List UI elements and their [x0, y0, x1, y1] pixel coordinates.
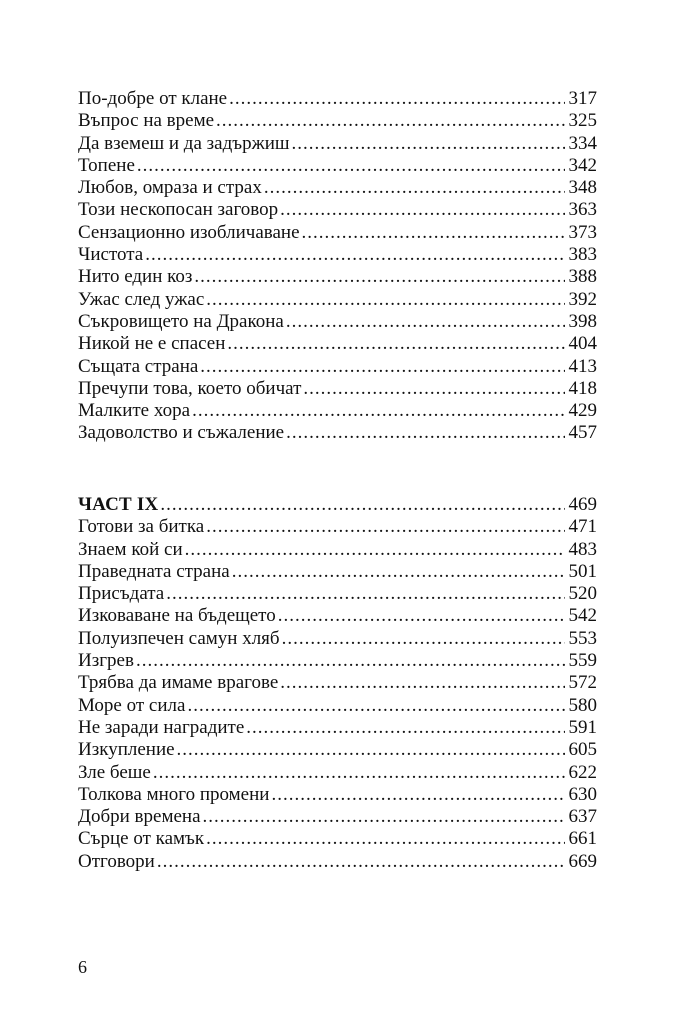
dot-leader: [278, 605, 565, 627]
toc-entry: [78, 672, 597, 694]
dot-leader: [206, 828, 564, 850]
toc-entry: [78, 717, 597, 739]
page-reference: 457: [568, 422, 597, 444]
dot-leader: [145, 244, 564, 266]
chapter-title: Изкупление: [78, 739, 175, 761]
page-reference: 325: [568, 110, 597, 132]
toc-entry: [78, 289, 597, 311]
table-of-contents-section-2: [78, 494, 597, 873]
dot-leader: [286, 311, 565, 333]
toc-entry: [78, 311, 597, 333]
toc-entry: [78, 199, 597, 221]
page-reference: 661: [568, 828, 597, 850]
toc-entry: [78, 762, 597, 784]
page-reference: 630: [568, 783, 597, 805]
toc-entry: [78, 378, 597, 400]
page-reference: 553: [568, 627, 597, 649]
page-reference: 605: [568, 739, 597, 761]
page-reference: 348: [568, 177, 597, 199]
dot-leader: [232, 561, 565, 583]
page-reference: 383: [568, 244, 597, 266]
page-number: 6: [78, 957, 87, 977]
toc-entry: [78, 851, 597, 873]
toc-entry: [78, 222, 597, 244]
chapter-title: Въпрос на време: [78, 110, 215, 132]
dot-leader: [157, 851, 565, 873]
chapter-title: Зле беше: [78, 761, 151, 783]
chapter-title: Сензационно изобличаване: [78, 221, 300, 243]
chapter-title: Същата страна: [78, 355, 199, 377]
chapter-title: Любов, омраза и страх: [78, 177, 262, 199]
toc-entry: [78, 177, 597, 199]
dot-leader: [192, 400, 564, 422]
page-reference: 404: [568, 333, 597, 355]
page-reference: 342: [568, 154, 597, 176]
chapter-title: Чистота: [78, 244, 144, 266]
toc-entry: [78, 539, 597, 561]
toc-entry: [78, 155, 597, 177]
dot-leader: [246, 717, 564, 739]
chapter-title: Море от сила: [78, 694, 186, 716]
chapter-title: Задоволство и съжаление: [78, 422, 285, 444]
chapter-title: Полуизпечен самун хляб: [78, 627, 280, 649]
chapter-title: Никой не е спасен: [78, 333, 226, 355]
toc-part-heading: [78, 494, 597, 516]
page-reference: 637: [568, 806, 597, 828]
dot-leader: [200, 356, 564, 378]
page-reference: 542: [568, 605, 597, 627]
toc-entry: [78, 266, 597, 288]
page-reference: 471: [568, 516, 597, 538]
page-reference: 469: [568, 494, 597, 515]
toc-entry: [78, 806, 597, 828]
chapter-title: Трябва да имаме врагове: [78, 672, 279, 694]
page-reference: 501: [568, 560, 597, 582]
chapter-title: Готови за битка: [78, 516, 205, 538]
dot-leader: [166, 583, 564, 605]
dot-leader: [271, 784, 564, 806]
page-reference: 559: [568, 650, 597, 672]
page-reference: 572: [568, 672, 597, 694]
chapter-title: Нито един коз: [78, 266, 193, 288]
page-reference: 622: [568, 761, 597, 783]
page-reference: 373: [568, 221, 597, 243]
dot-leader: [282, 628, 565, 650]
chapter-title: Да вземеш и да задържиш: [78, 132, 290, 154]
dot-leader: [292, 133, 565, 155]
chapter-title: Не заради наградите: [78, 716, 245, 738]
toc-entry: [78, 628, 597, 650]
chapter-title: Ужас след ужас: [78, 288, 205, 310]
chapter-title: Пречупи това, което обичат: [78, 377, 302, 399]
page-reference: 483: [568, 538, 597, 560]
page-reference: 429: [568, 400, 597, 422]
dot-leader: [153, 762, 565, 784]
toc-entry: [78, 583, 597, 605]
chapter-title: Добри времена: [78, 806, 201, 828]
toc-entry: [78, 561, 597, 583]
page-reference: 363: [568, 199, 597, 221]
toc-entry: [78, 422, 597, 444]
dot-leader: [303, 378, 564, 400]
dot-leader: [206, 516, 564, 538]
page-reference: 669: [568, 850, 597, 872]
toc-entry: [78, 605, 597, 627]
dot-leader: [206, 289, 564, 311]
chapter-title: Сърце от камък: [78, 828, 205, 850]
page-reference: 398: [568, 310, 597, 332]
page-reference: 392: [568, 288, 597, 310]
part-title: ЧАСТ IX: [78, 494, 159, 515]
page-reference: 418: [568, 377, 597, 399]
page-reference: 520: [568, 583, 597, 605]
toc-entry: [78, 133, 597, 155]
chapter-title: Съкровището на Дракона: [78, 310, 284, 332]
dot-leader: [137, 155, 565, 177]
chapter-title: Този нескопосан заговор: [78, 199, 279, 221]
dot-leader: [227, 333, 564, 355]
dot-leader: [286, 422, 564, 444]
page-reference: 317: [568, 88, 597, 109]
toc-entry: [78, 516, 597, 538]
toc-entry: [78, 333, 597, 355]
dot-leader: [280, 672, 564, 694]
dot-leader: [229, 88, 564, 110]
dot-leader: [160, 494, 564, 516]
toc-entry: [78, 400, 597, 422]
toc-entry: [78, 784, 597, 806]
page-reference: 591: [568, 716, 597, 738]
dot-leader: [187, 695, 564, 717]
toc-entry: [78, 828, 597, 850]
chapter-title: Толкова много промени: [78, 783, 270, 805]
toc-entry: [78, 356, 597, 378]
page-reference: 413: [568, 355, 597, 377]
toc-entry: [78, 695, 597, 717]
chapter-title: Изгрев: [78, 650, 134, 672]
dot-leader: [177, 739, 565, 761]
chapter-title: Малките хора: [78, 400, 191, 422]
toc-entry: [78, 739, 597, 761]
page-reference: 580: [568, 694, 597, 716]
dot-leader: [136, 650, 565, 672]
chapter-title: Присъдата: [78, 583, 165, 605]
chapter-title: Топене: [78, 154, 135, 176]
dot-leader: [203, 806, 565, 828]
chapter-title: По-добре от клане: [78, 88, 228, 109]
dot-leader: [185, 539, 565, 561]
page-reference: 388: [568, 266, 597, 288]
chapter-title: Праведната страна: [78, 560, 230, 582]
dot-leader: [216, 110, 564, 132]
toc-entry: [78, 88, 597, 110]
dot-leader: [280, 199, 564, 221]
dot-leader: [302, 222, 565, 244]
dot-leader: [194, 266, 564, 288]
toc-entry: [78, 244, 597, 266]
page-reference: 334: [568, 132, 597, 154]
chapter-title: Отговори: [78, 850, 155, 872]
chapter-title: Знаем кой си: [78, 538, 183, 560]
chapter-title: Изковаване на бъдещето: [78, 605, 276, 627]
table-of-contents-section-1: [78, 88, 597, 445]
dot-leader: [264, 177, 565, 199]
toc-entry: [78, 110, 597, 132]
toc-entry: [78, 650, 597, 672]
